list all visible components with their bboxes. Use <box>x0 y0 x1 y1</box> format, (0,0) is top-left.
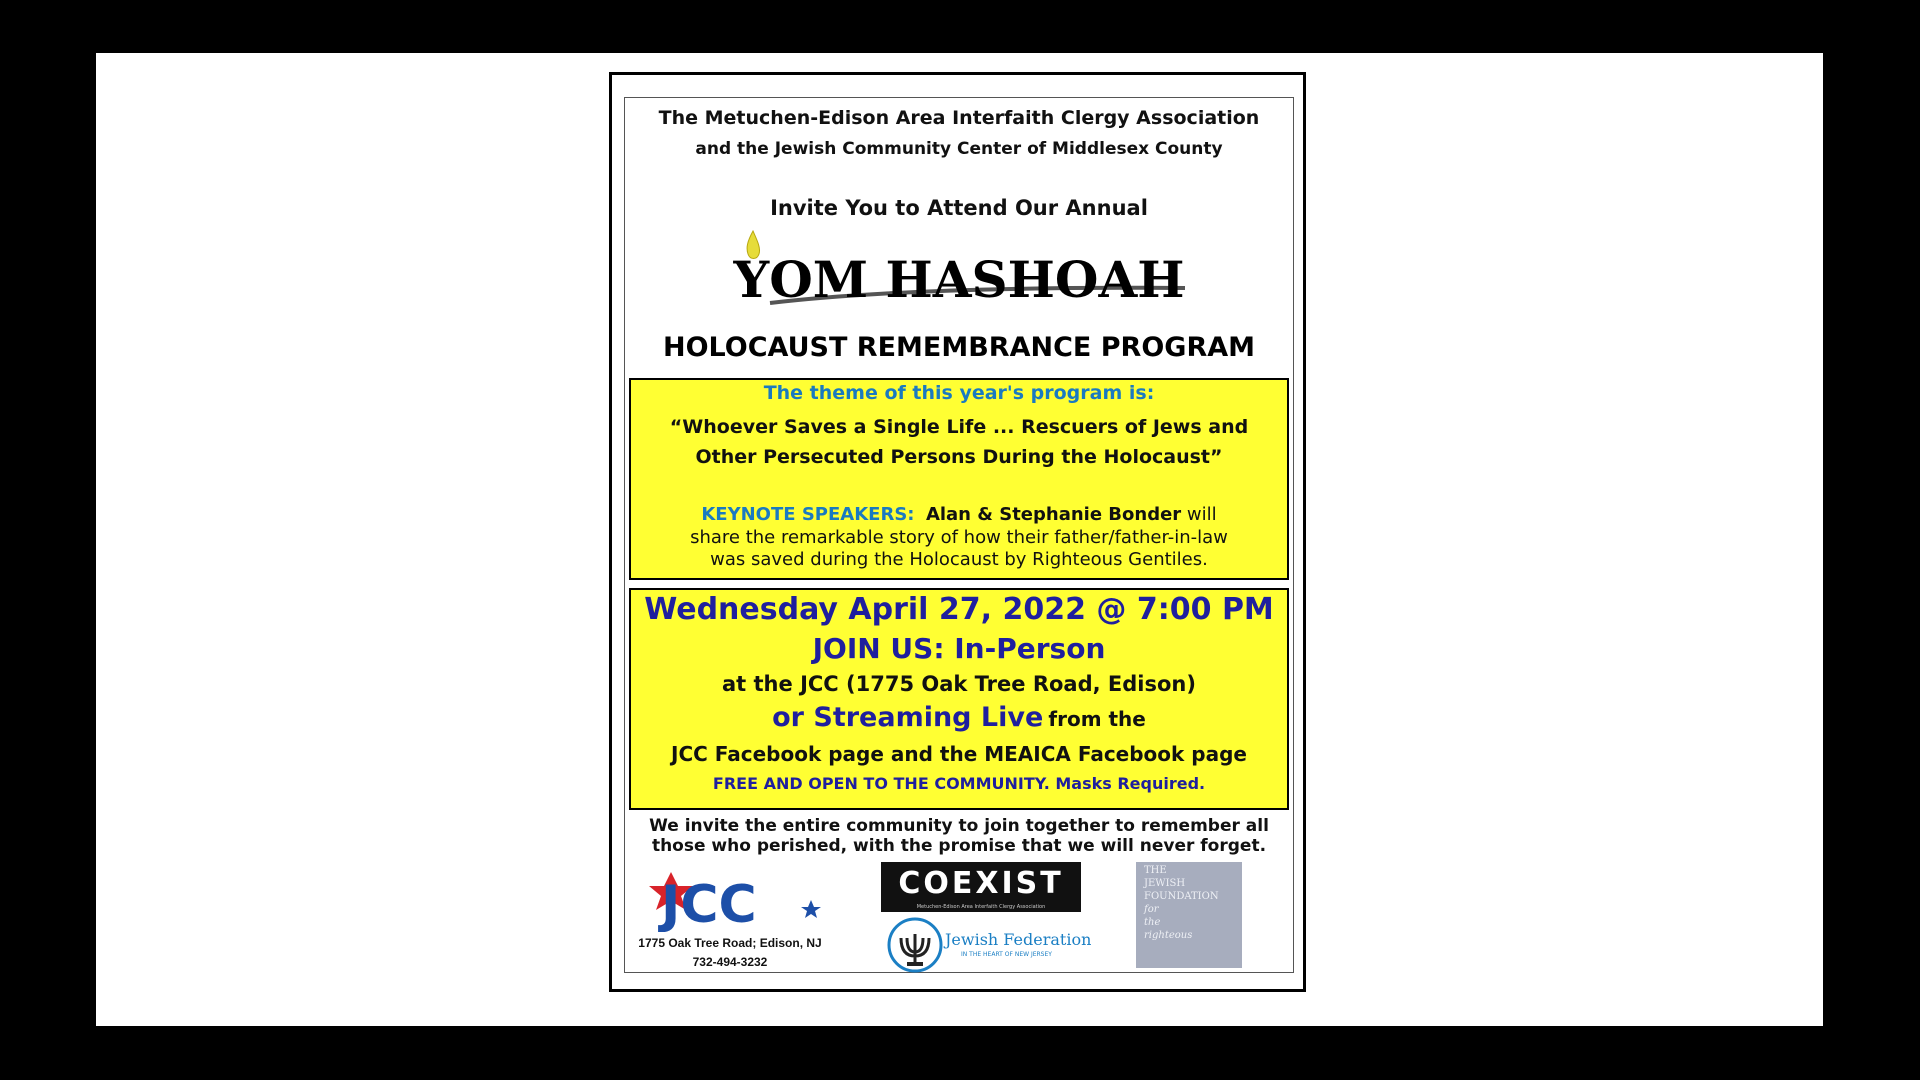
event-subtitle: HOLOCAUST REMEMBRANCE PROGRAM <box>663 332 1255 363</box>
event-title: YOM HASHOAH <box>733 250 1185 309</box>
flyer-inner-border <box>624 97 1294 973</box>
keynote-line-3: was saved during the Holocaust by Righteous Gentiles. <box>710 549 1208 570</box>
slide-canvas <box>96 53 1823 1026</box>
jcc-phone: 732-494-3232 <box>692 955 768 969</box>
header-line-1: The Metuchen-Edison Area Interfaith Clergy Association <box>658 107 1260 129</box>
keynote-label: KEYNOTE SPEAKERS: <box>701 504 915 525</box>
foundation-line: righteous <box>1144 930 1193 941</box>
federation-sub: IN THE HEART OF NEW JERSEY <box>961 951 1052 958</box>
header-line-2: and the Jewish Community Center of Middlesex County <box>695 139 1223 159</box>
event-date: Wednesday April 27, 2022 @ 7:00 PM <box>644 592 1274 627</box>
federation-name: Jewish Federation <box>945 930 1092 949</box>
event-location: at the JCC (1775 Oak Tree Road, Edison) <box>722 672 1196 696</box>
coexist-caption: Metuchen-Edison Area Interfaith Clergy Association <box>916 904 1046 910</box>
theme-label: The theme of this year's program is: <box>763 382 1155 404</box>
theme-box <box>629 378 1289 580</box>
foundation-line: FOUNDATION <box>1144 891 1219 902</box>
theme-quote-line-2: Other Persecuted Persons During the Holocaust” <box>695 446 1223 468</box>
footer-line-2: those who perished, with the promise that we will never forget. <box>651 836 1267 856</box>
foundation-line: THE <box>1144 865 1167 876</box>
keynote-line-1 <box>631 504 1287 525</box>
foundation-text <box>1144 864 1219 942</box>
jewish-foundation-logo <box>1136 862 1242 968</box>
event-free: FREE AND OPEN TO THE COMMUNITY. Masks Required. <box>712 774 1206 793</box>
invite-line: Invite You to Attend Our Annual <box>770 196 1148 220</box>
event-stream-b: from the <box>1048 707 1146 731</box>
jcc-logo <box>631 866 829 970</box>
event-stream-a: or Streaming Live <box>772 702 1044 733</box>
coexist-word: COEXIST <box>898 866 1064 901</box>
foundation-line: the <box>1144 917 1161 928</box>
event-facebook: JCC Facebook page and the MEAICA Facebook page <box>671 742 1247 766</box>
foundation-line: JEWISH <box>1144 878 1186 889</box>
foundation-line: for <box>1144 904 1159 915</box>
jcc-address: 1775 Oak Tree Road; Edison, NJ <box>638 936 822 950</box>
jcc-logo-mark <box>631 866 829 932</box>
coexist-logo <box>881 862 1081 912</box>
event-flyer <box>609 72 1306 992</box>
theme-quote-line-1: “Whoever Saves a Single Life ... Rescuers of Jews and <box>669 416 1249 438</box>
keynote-speakers: Alan & Stephanie Bonder <box>925 504 1182 525</box>
footer-line-1: We invite the entire community to join together to remember all <box>649 816 1269 836</box>
keynote-line-2: share the remarkable story of how their father/father-in-law <box>690 527 1228 548</box>
event-stream-line <box>631 702 1287 733</box>
menorah-icon <box>887 916 943 974</box>
keynote-line-1-rest: will <box>1186 504 1217 525</box>
event-box <box>629 588 1289 810</box>
svg-text:JCC: JCC <box>661 875 757 932</box>
event-join: JOIN US: In-Person <box>812 632 1106 665</box>
jewish-federation-logo <box>887 916 1092 974</box>
